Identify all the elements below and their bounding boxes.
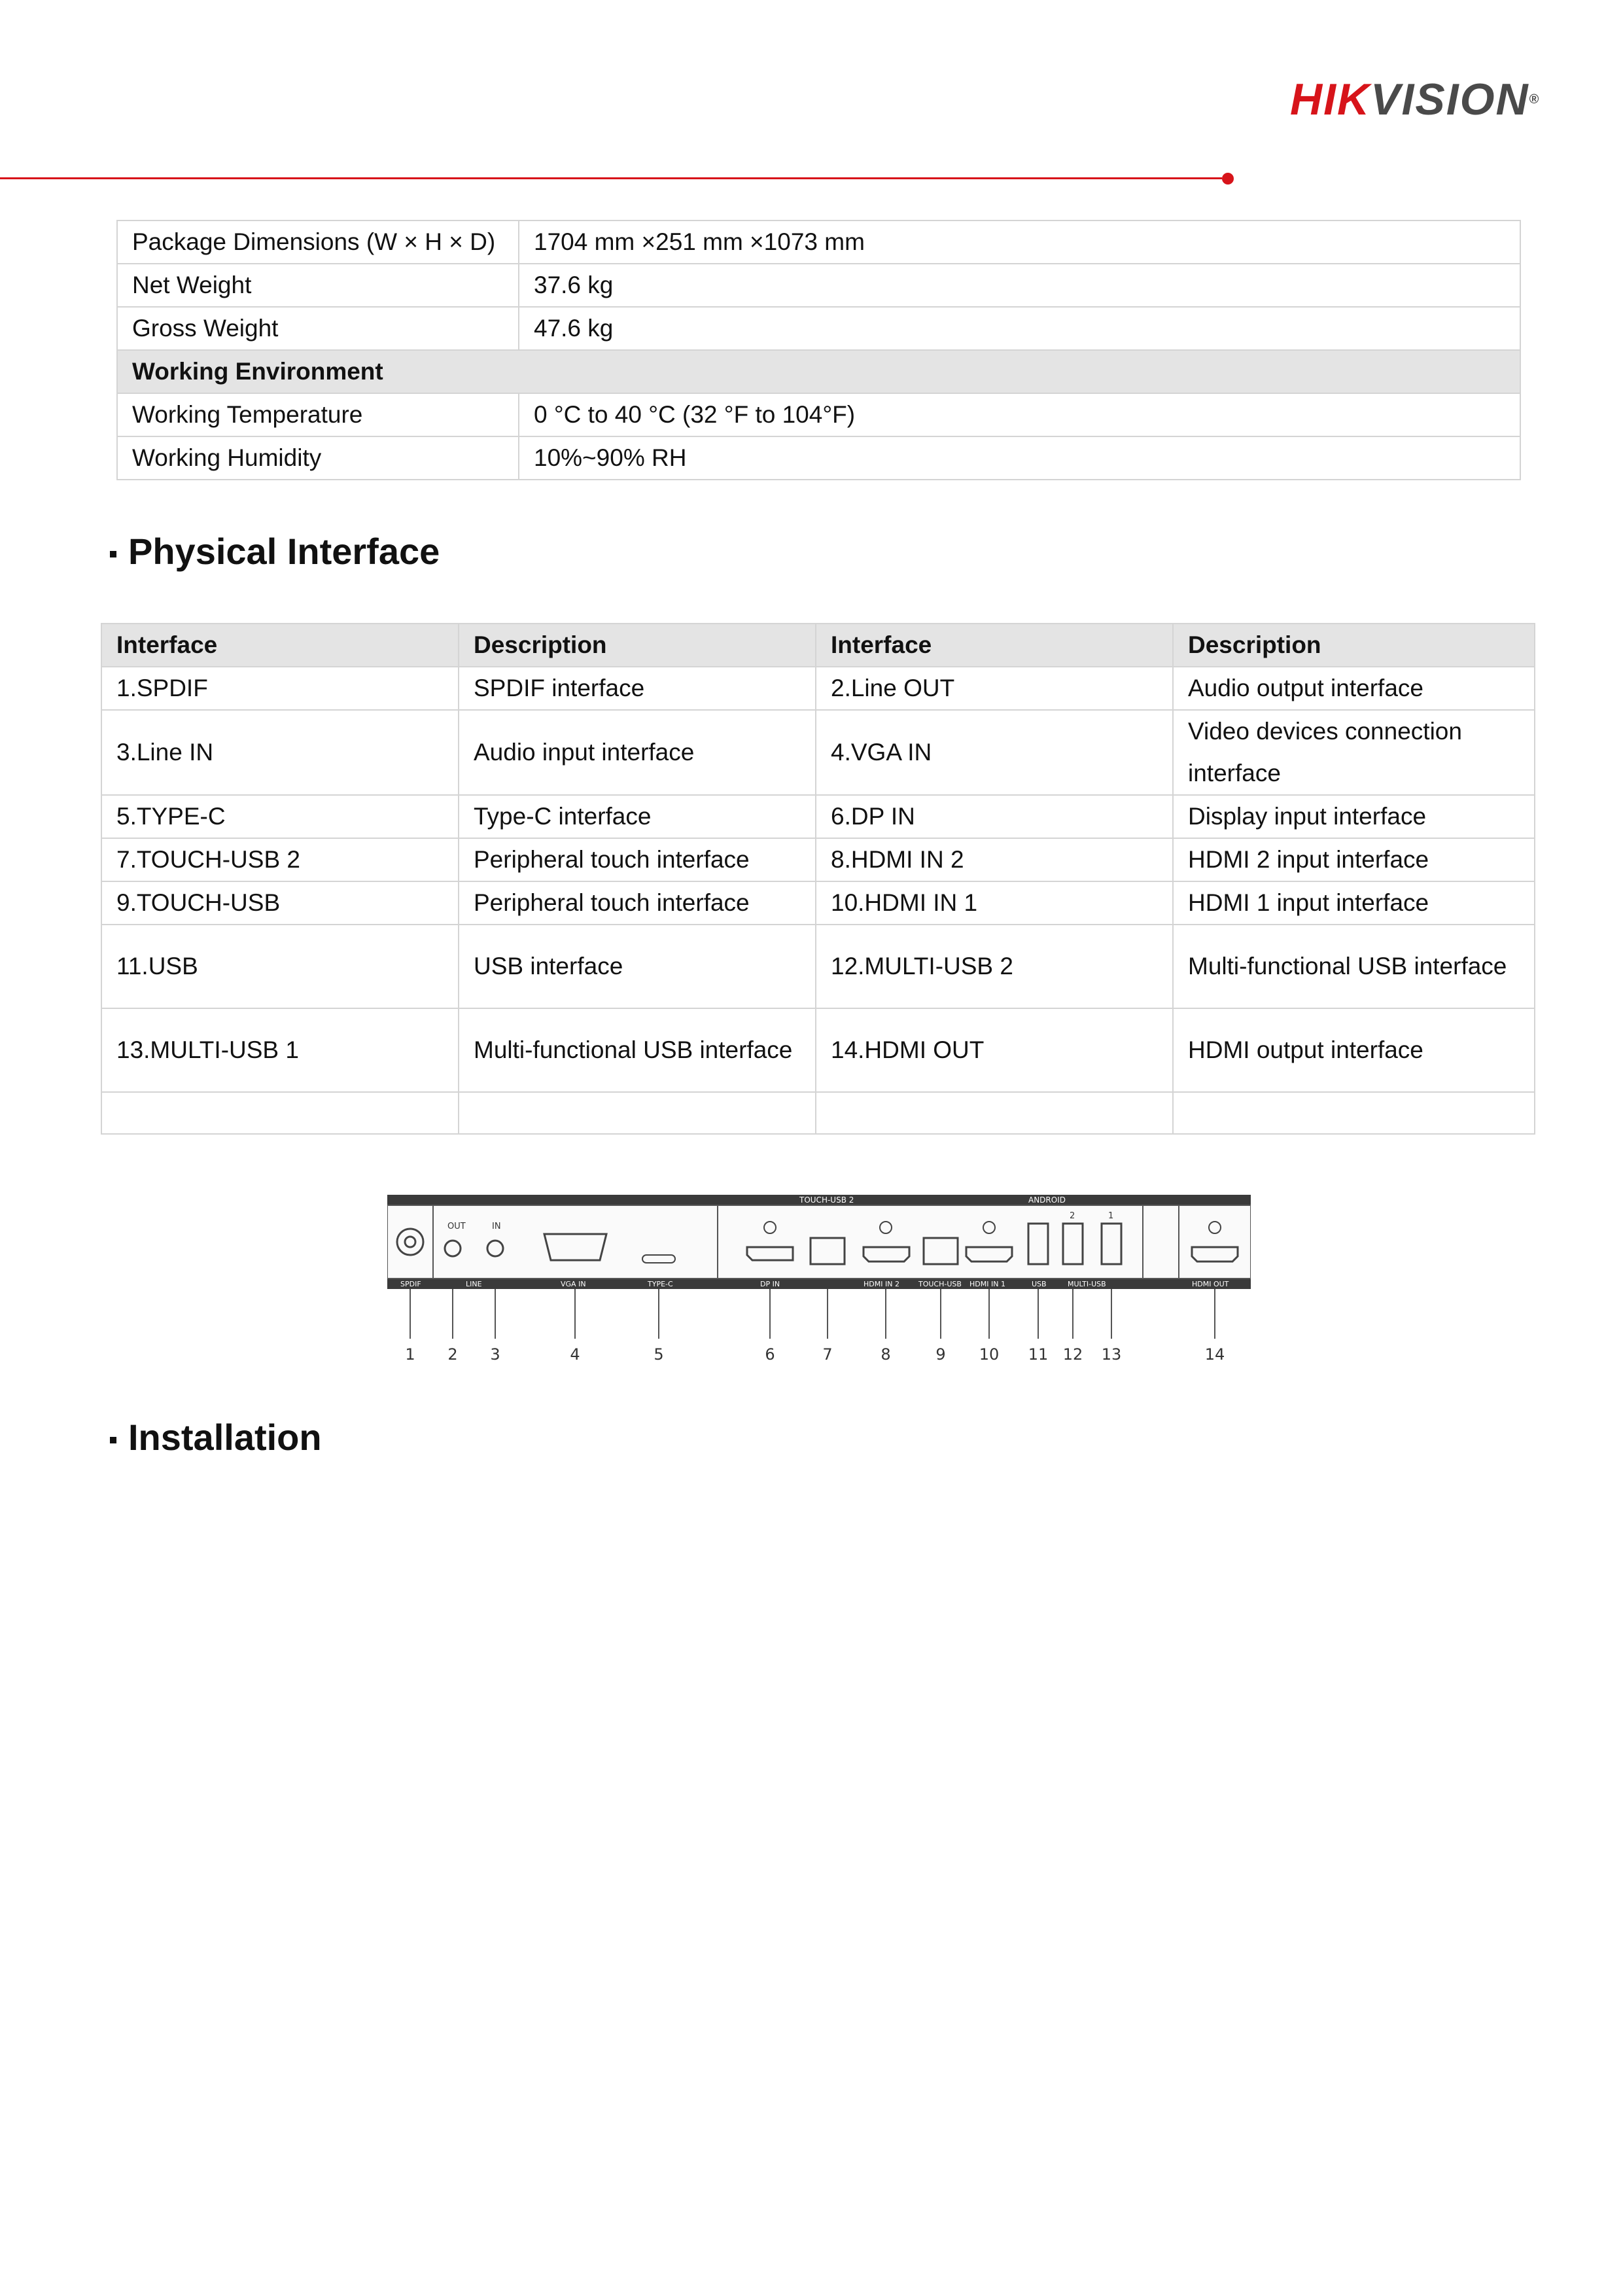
port-label: TYPE-C [648,1280,673,1288]
table-cell: HDMI 1 input interface [1173,881,1535,925]
callout-number: 6 [765,1345,775,1364]
callout-number: 3 [490,1345,500,1364]
multi-usb-2-label: 2 [1070,1211,1075,1221]
callout-number: 7 [822,1345,833,1364]
port-label: HDMI IN 2 [864,1280,899,1288]
table-cell: HDMI 2 input interface [1173,838,1535,881]
callout-number: 12 [1062,1345,1083,1364]
table-cell: 6.DP IN [816,795,1173,838]
table-row [117,221,1520,264]
port-label: SPDIF [400,1280,421,1288]
table-cell: Multi-functional USB interface [459,1008,816,1092]
section-heading-installation: Installation [110,1415,322,1460]
table-cell: 4.VGA IN [816,710,1173,795]
table-cell: 11.USB [101,925,459,1008]
callout-number: 5 [654,1345,664,1364]
callout-number: 9 [935,1345,946,1364]
rear-panel-illustration [387,1195,1251,1368]
table-cell [816,1092,1173,1134]
table-row [117,307,1520,350]
table-cell: Peripheral touch interface [459,881,816,925]
table-cell: 7.TOUCH-USB 2 [101,838,459,881]
spec-label: Working Temperature [117,393,519,436]
column-header: Description [459,624,816,667]
spec-value: 1704 mm ×251 mm ×1073 mm [519,221,1520,264]
table-section-header [117,350,1520,393]
table-cell: 10.HDMI IN 1 [816,881,1173,925]
table-cell: Type-C interface [459,795,816,838]
callout-number: 8 [881,1345,891,1364]
table-cell: 2.Line OUT [816,667,1173,710]
column-header: Interface [101,624,459,667]
hikvision-logo: HIKVISION® [1290,75,1541,124]
spec-value: 0 °C to 40 °C (32 °F to 104°F) [519,393,1520,436]
table-cell: 14.HDMI OUT [816,1008,1173,1092]
line-in-label: IN [492,1222,501,1231]
table-row [101,925,1535,1008]
table-cell: Display input interface [1173,795,1535,838]
spec-label: Net Weight [117,264,519,307]
port-label: LINE [466,1280,482,1288]
table-row [101,795,1535,838]
header-divider-dot [1222,173,1234,185]
table-cell [1173,1092,1535,1134]
section-heading-physical-interface: Physical Interface [110,529,440,574]
spec-value: 37.6 kg [519,264,1520,307]
spec-value: 10%~90% RH [519,436,1520,480]
port-label: MULTI-USB [1068,1280,1106,1288]
table-row [101,1008,1535,1092]
table-cell: Video devices connection interface [1173,710,1535,795]
interface-table [101,623,1535,1135]
spec-label: Gross Weight [117,307,519,350]
column-header: Interface [816,624,1173,667]
table-cell: Audio input interface [459,710,816,795]
callout-number: 2 [447,1345,458,1364]
port-label: TOUCH-USB [918,1280,962,1288]
table-cell: Multi-functional USB interface [1173,925,1535,1008]
spec-label: Working Humidity [117,436,519,480]
table-cell: Peripheral touch interface [459,838,816,881]
table-row [101,667,1535,710]
table-cell: 12.MULTI-USB 2 [816,925,1173,1008]
port-label: USB [1032,1280,1047,1288]
table-cell: 3.Line IN [101,710,459,795]
port-label: HDMI OUT [1192,1280,1229,1288]
port-label: HDMI IN 1 [969,1280,1005,1288]
table-row [117,264,1520,307]
table-row [101,881,1535,925]
working-environment-title: Working Environment [117,350,1520,393]
line-out-label: OUT [447,1222,466,1231]
callout-number: 11 [1028,1345,1049,1364]
callout-number: 1 [405,1345,415,1364]
table-cell: 8.HDMI IN 2 [816,838,1173,881]
column-header: Description [1173,624,1535,667]
multi-usb-1-label: 1 [1108,1211,1114,1221]
table-cell: USB interface [459,925,816,1008]
table-row [101,710,1535,795]
spec-table [116,220,1521,480]
table-cell: 1.SPDIF [101,667,459,710]
spec-value: 47.6 kg [519,307,1520,350]
table-cell: 13.MULTI-USB 1 [101,1008,459,1092]
table-header-row [101,624,1535,667]
header-divider [0,177,1222,179]
android-label: ANDROID [1028,1195,1066,1205]
table-row [101,838,1535,881]
table-cell [101,1092,459,1134]
callout-number: 14 [1204,1345,1225,1364]
table-row [117,436,1520,480]
callout-number: 10 [979,1345,1000,1364]
callout-number: 13 [1101,1345,1122,1364]
table-cell: 5.TYPE-C [101,795,459,838]
table-cell: SPDIF interface [459,667,816,710]
spec-label: Package Dimensions (W × H × D) [117,221,519,264]
rear-panel-diagram [387,1195,1251,1368]
table-row-empty [101,1092,1535,1134]
table-cell [459,1092,816,1134]
table-cell: Audio output interface [1173,667,1535,710]
port-label: DP IN [760,1280,780,1288]
touch-usb-2-top-label: TOUCH-USB 2 [799,1195,854,1205]
port-label: VGA IN [561,1280,586,1288]
table-row [117,393,1520,436]
table-cell: 9.TOUCH-USB [101,881,459,925]
table-cell: HDMI output interface [1173,1008,1535,1092]
callout-number: 4 [570,1345,580,1364]
